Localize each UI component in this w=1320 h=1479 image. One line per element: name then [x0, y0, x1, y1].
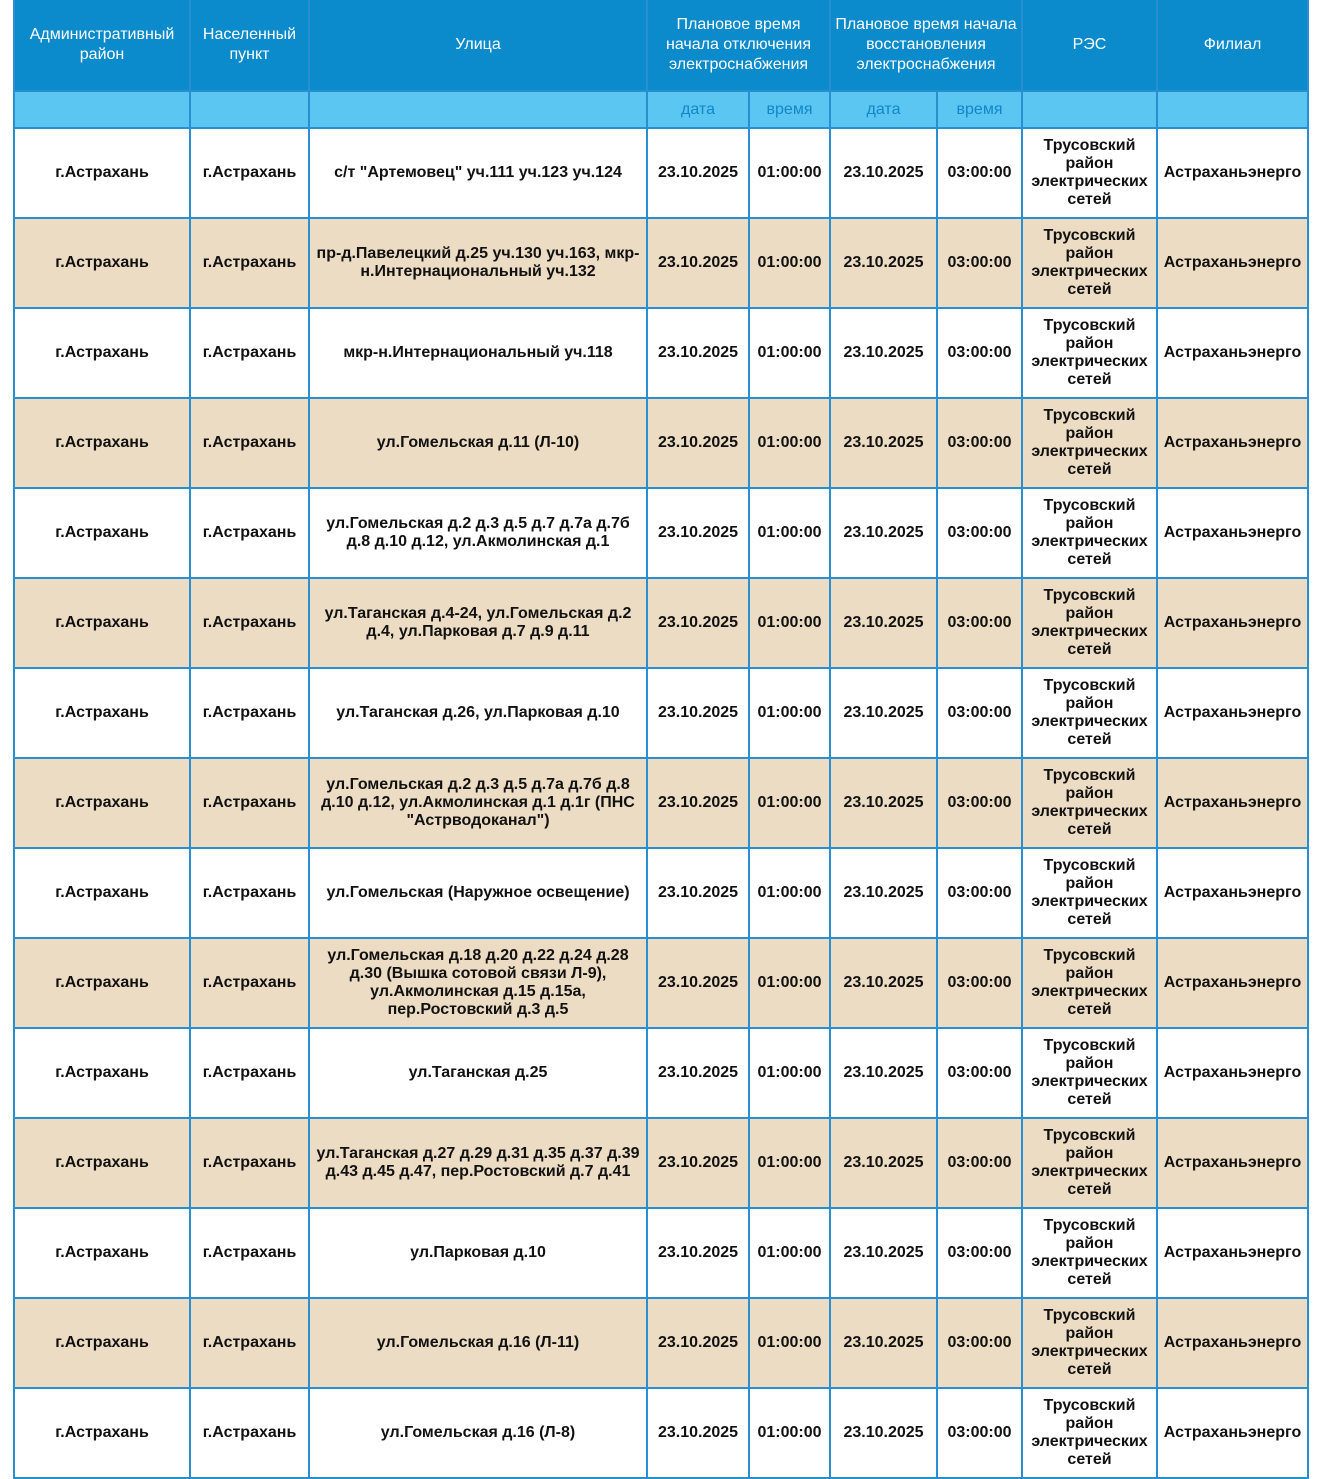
column-header-locality: Населенный пункт — [190, 0, 309, 91]
cell-res: Трусовский район электрических сетей — [1022, 1208, 1157, 1298]
cell-branch: Астраханьэнерго — [1157, 128, 1308, 218]
cell-branch: Астраханьэнерго — [1157, 758, 1308, 848]
cell-locality: г.Астрахань — [190, 578, 309, 668]
table-row — [14, 128, 1308, 218]
cell-branch: Астраханьэнерго — [1157, 1118, 1308, 1208]
cell-locality: г.Астрахань — [190, 398, 309, 488]
cell-branch: Астраханьэнерго — [1157, 848, 1308, 938]
cell-end-time: 03:00:00 — [937, 1208, 1022, 1298]
cell-end-date: 23.10.2025 — [830, 578, 937, 668]
cell-end-date: 23.10.2025 — [830, 1388, 937, 1478]
cell-street: ул.Таганская д.26, ул.Парковая д.10 — [309, 668, 647, 758]
table-header — [14, 0, 1308, 128]
cell-start-time: 01:00:00 — [749, 488, 830, 578]
cell-res: Трусовский район электрических сетей — [1022, 668, 1157, 758]
cell-start-date: 23.10.2025 — [647, 668, 749, 758]
cell-district: г.Астрахань — [14, 668, 190, 758]
cell-start-date: 23.10.2025 — [647, 758, 749, 848]
cell-res: Трусовский район электрических сетей — [1022, 578, 1157, 668]
cell-start-date: 23.10.2025 — [647, 578, 749, 668]
cell-district: г.Астрахань — [14, 1028, 190, 1118]
table-row — [14, 668, 1308, 758]
cell-res: Трусовский район электрических сетей — [1022, 758, 1157, 848]
cell-start-date: 23.10.2025 — [647, 1388, 749, 1478]
cell-locality: г.Астрахань — [190, 218, 309, 308]
cell-end-time: 03:00:00 — [937, 668, 1022, 758]
cell-street: ул.Гомельская д.16 (Л-11) — [309, 1298, 647, 1388]
cell-start-date: 23.10.2025 — [647, 308, 749, 398]
cell-branch: Астраханьэнерго — [1157, 1208, 1308, 1298]
cell-locality: г.Астрахань — [190, 488, 309, 578]
cell-locality: г.Астрахань — [190, 848, 309, 938]
cell-street: ул.Гомельская д.18 д.20 д.22 д.24 д.28 д.30 (Вышка сотовой связи Л-9), ул.Акмолинская д.15 д.15а, пер.Ростовский д.3 д.5 — [309, 938, 647, 1028]
table-row — [14, 1118, 1308, 1208]
cell-district: г.Астрахань — [14, 1388, 190, 1478]
cell-start-date: 23.10.2025 — [647, 938, 749, 1028]
cell-district: г.Астрахань — [14, 1118, 190, 1208]
cell-start-time: 01:00:00 — [749, 848, 830, 938]
cell-res: Трусовский район электрических сетей — [1022, 398, 1157, 488]
cell-street: ул.Гомельская д.2 д.3 д.5 д.7 д.7а д.7б д.8 д.10 д.12, ул.Акмолинская д.1 — [309, 488, 647, 578]
column-header-district: Административный район — [14, 0, 190, 91]
cell-district: г.Астрахань — [14, 308, 190, 398]
cell-start-time: 01:00:00 — [749, 1028, 830, 1118]
cell-district: г.Астрахань — [14, 398, 190, 488]
column-header-restore: Плановое время начала восстановления электроснабжения — [830, 0, 1022, 91]
cell-locality: г.Астрахань — [190, 938, 309, 1028]
subheader-empty — [309, 91, 647, 128]
cell-locality: г.Астрахань — [190, 1028, 309, 1118]
cell-start-date: 23.10.2025 — [647, 1208, 749, 1298]
cell-res: Трусовский район электрических сетей — [1022, 488, 1157, 578]
subheader-empty — [14, 91, 190, 128]
table-row — [14, 1028, 1308, 1118]
cell-end-date: 23.10.2025 — [830, 128, 937, 218]
table-row — [14, 1388, 1308, 1478]
cell-res: Трусовский район электрических сетей — [1022, 848, 1157, 938]
cell-street: ул.Таганская д.4-24, ул.Гомельская д.2 д.4, ул.Парковая д.7 д.9 д.11 — [309, 578, 647, 668]
cell-start-date: 23.10.2025 — [647, 218, 749, 308]
subheader-end-time: время — [937, 91, 1022, 128]
cell-end-time: 03:00:00 — [937, 488, 1022, 578]
cell-start-date: 23.10.2025 — [647, 488, 749, 578]
cell-district: г.Астрахань — [14, 1298, 190, 1388]
cell-district: г.Астрахань — [14, 1208, 190, 1298]
cell-start-time: 01:00:00 — [749, 1388, 830, 1478]
cell-street: ул.Гомельская д.2 д.3 д.5 д.7а д.7б д.8 д.10 д.12, ул.Акмолинская д.1 д.1г (ПНС "Астрводоканал") — [309, 758, 647, 848]
cell-branch: Астраханьэнерго — [1157, 488, 1308, 578]
cell-res: Трусовский район электрических сетей — [1022, 308, 1157, 398]
table-body — [14, 128, 1308, 1478]
cell-street: с/т "Артемовец" уч.111 уч.123 уч.124 — [309, 128, 647, 218]
cell-locality: г.Астрахань — [190, 758, 309, 848]
cell-start-time: 01:00:00 — [749, 758, 830, 848]
cell-street: ул.Таганская д.25 — [309, 1028, 647, 1118]
cell-end-date: 23.10.2025 — [830, 1298, 937, 1388]
column-header-branch: Филиал — [1157, 0, 1308, 91]
column-header-res: РЭС — [1022, 0, 1157, 91]
cell-start-date: 23.10.2025 — [647, 848, 749, 938]
table-row — [14, 938, 1308, 1028]
cell-end-time: 03:00:00 — [937, 578, 1022, 668]
cell-district: г.Астрахань — [14, 488, 190, 578]
cell-res: Трусовский район электрических сетей — [1022, 128, 1157, 218]
cell-branch: Астраханьэнерго — [1157, 398, 1308, 488]
cell-district: г.Астрахань — [14, 758, 190, 848]
cell-end-date: 23.10.2025 — [830, 758, 937, 848]
cell-end-date: 23.10.2025 — [830, 398, 937, 488]
table-row — [14, 218, 1308, 308]
cell-district: г.Астрахань — [14, 578, 190, 668]
cell-street: мкр-н.Интернациональный уч.118 — [309, 308, 647, 398]
cell-district: г.Астрахань — [14, 938, 190, 1028]
cell-end-date: 23.10.2025 — [830, 308, 937, 398]
cell-start-date: 23.10.2025 — [647, 1028, 749, 1118]
cell-end-date: 23.10.2025 — [830, 938, 937, 1028]
cell-branch: Астраханьэнерго — [1157, 578, 1308, 668]
subheader-empty — [1157, 91, 1308, 128]
cell-start-time: 01:00:00 — [749, 308, 830, 398]
cell-res: Трусовский район электрических сетей — [1022, 1118, 1157, 1208]
table-row — [14, 1298, 1308, 1388]
cell-start-time: 01:00:00 — [749, 1118, 830, 1208]
cell-locality: г.Астрахань — [190, 1118, 309, 1208]
cell-street: ул.Гомельская д.11 (Л-10) — [309, 398, 647, 488]
cell-end-time: 03:00:00 — [937, 1118, 1022, 1208]
cell-branch: Астраханьэнерго — [1157, 308, 1308, 398]
cell-street: ул.Гомельская (Наружное освещение) — [309, 848, 647, 938]
cell-end-date: 23.10.2025 — [830, 488, 937, 578]
cell-start-time: 01:00:00 — [749, 578, 830, 668]
cell-locality: г.Астрахань — [190, 668, 309, 758]
cell-locality: г.Астрахань — [190, 128, 309, 218]
cell-district: г.Астрахань — [14, 128, 190, 218]
table-row — [14, 578, 1308, 668]
cell-start-date: 23.10.2025 — [647, 128, 749, 218]
cell-locality: г.Астрахань — [190, 308, 309, 398]
table-row — [14, 758, 1308, 848]
cell-district: г.Астрахань — [14, 848, 190, 938]
cell-end-date: 23.10.2025 — [830, 218, 937, 308]
cell-street: ул.Парковая д.10 — [309, 1208, 647, 1298]
cell-end-time: 03:00:00 — [937, 1388, 1022, 1478]
cell-locality: г.Астрахань — [190, 1388, 309, 1478]
cell-end-date: 23.10.2025 — [830, 1028, 937, 1118]
cell-res: Трусовский район электрических сетей — [1022, 1028, 1157, 1118]
subheader-start-time: время — [749, 91, 830, 128]
subheader-end-date: дата — [830, 91, 937, 128]
cell-res: Трусовский район электрических сетей — [1022, 218, 1157, 308]
cell-start-date: 23.10.2025 — [647, 1118, 749, 1208]
subheader-empty — [1022, 91, 1157, 128]
cell-end-time: 03:00:00 — [937, 1028, 1022, 1118]
table-row — [14, 848, 1308, 938]
cell-district: г.Астрахань — [14, 218, 190, 308]
cell-end-date: 23.10.2025 — [830, 1118, 937, 1208]
table-row — [14, 308, 1308, 398]
cell-start-time: 01:00:00 — [749, 128, 830, 218]
subheader-empty — [190, 91, 309, 128]
column-header-outage-start: Плановое время начала отключения электроснабжения — [647, 0, 830, 91]
cell-end-time: 03:00:00 — [937, 848, 1022, 938]
cell-branch: Астраханьэнерго — [1157, 1388, 1308, 1478]
cell-end-time: 03:00:00 — [937, 758, 1022, 848]
cell-start-time: 01:00:00 — [749, 398, 830, 488]
cell-end-time: 03:00:00 — [937, 1298, 1022, 1388]
outage-schedule-table — [13, 0, 1309, 1479]
cell-street: пр-д.Павелецкий д.25 уч.130 уч.163, мкр-н.Интернациональный уч.132 — [309, 218, 647, 308]
cell-start-date: 23.10.2025 — [647, 398, 749, 488]
cell-end-time: 03:00:00 — [937, 398, 1022, 488]
cell-street: ул.Гомельская д.16 (Л-8) — [309, 1388, 647, 1478]
cell-end-time: 03:00:00 — [937, 128, 1022, 218]
cell-locality: г.Астрахань — [190, 1298, 309, 1388]
cell-res: Трусовский район электрических сетей — [1022, 1298, 1157, 1388]
cell-branch: Астраханьэнерго — [1157, 1298, 1308, 1388]
cell-start-time: 01:00:00 — [749, 668, 830, 758]
header-row-sub — [14, 91, 1308, 128]
cell-end-date: 23.10.2025 — [830, 848, 937, 938]
table-row — [14, 398, 1308, 488]
cell-branch: Астраханьэнерго — [1157, 938, 1308, 1028]
cell-branch: Астраханьэнерго — [1157, 1028, 1308, 1118]
cell-res: Трусовский район электрических сетей — [1022, 938, 1157, 1028]
cell-end-time: 03:00:00 — [937, 218, 1022, 308]
subheader-start-date: дата — [647, 91, 749, 128]
cell-branch: Астраханьэнерго — [1157, 668, 1308, 758]
cell-end-date: 23.10.2025 — [830, 1208, 937, 1298]
cell-start-time: 01:00:00 — [749, 1298, 830, 1388]
cell-start-date: 23.10.2025 — [647, 1298, 749, 1388]
cell-end-time: 03:00:00 — [937, 938, 1022, 1028]
cell-end-date: 23.10.2025 — [830, 668, 937, 758]
cell-branch: Астраханьэнерго — [1157, 218, 1308, 308]
column-header-street: Улица — [309, 0, 647, 91]
table-row — [14, 1208, 1308, 1298]
cell-locality: г.Астрахань — [190, 1208, 309, 1298]
table-row — [14, 488, 1308, 578]
cell-street: ул.Таганская д.27 д.29 д.31 д.35 д.37 д.39 д.43 д.45 д.47, пер.Ростовский д.7 д.41 — [309, 1118, 647, 1208]
cell-end-time: 03:00:00 — [937, 308, 1022, 398]
header-row-main — [14, 0, 1308, 91]
cell-start-time: 01:00:00 — [749, 1208, 830, 1298]
cell-start-time: 01:00:00 — [749, 938, 830, 1028]
cell-start-time: 01:00:00 — [749, 218, 830, 308]
cell-res: Трусовский район электрических сетей — [1022, 1388, 1157, 1478]
